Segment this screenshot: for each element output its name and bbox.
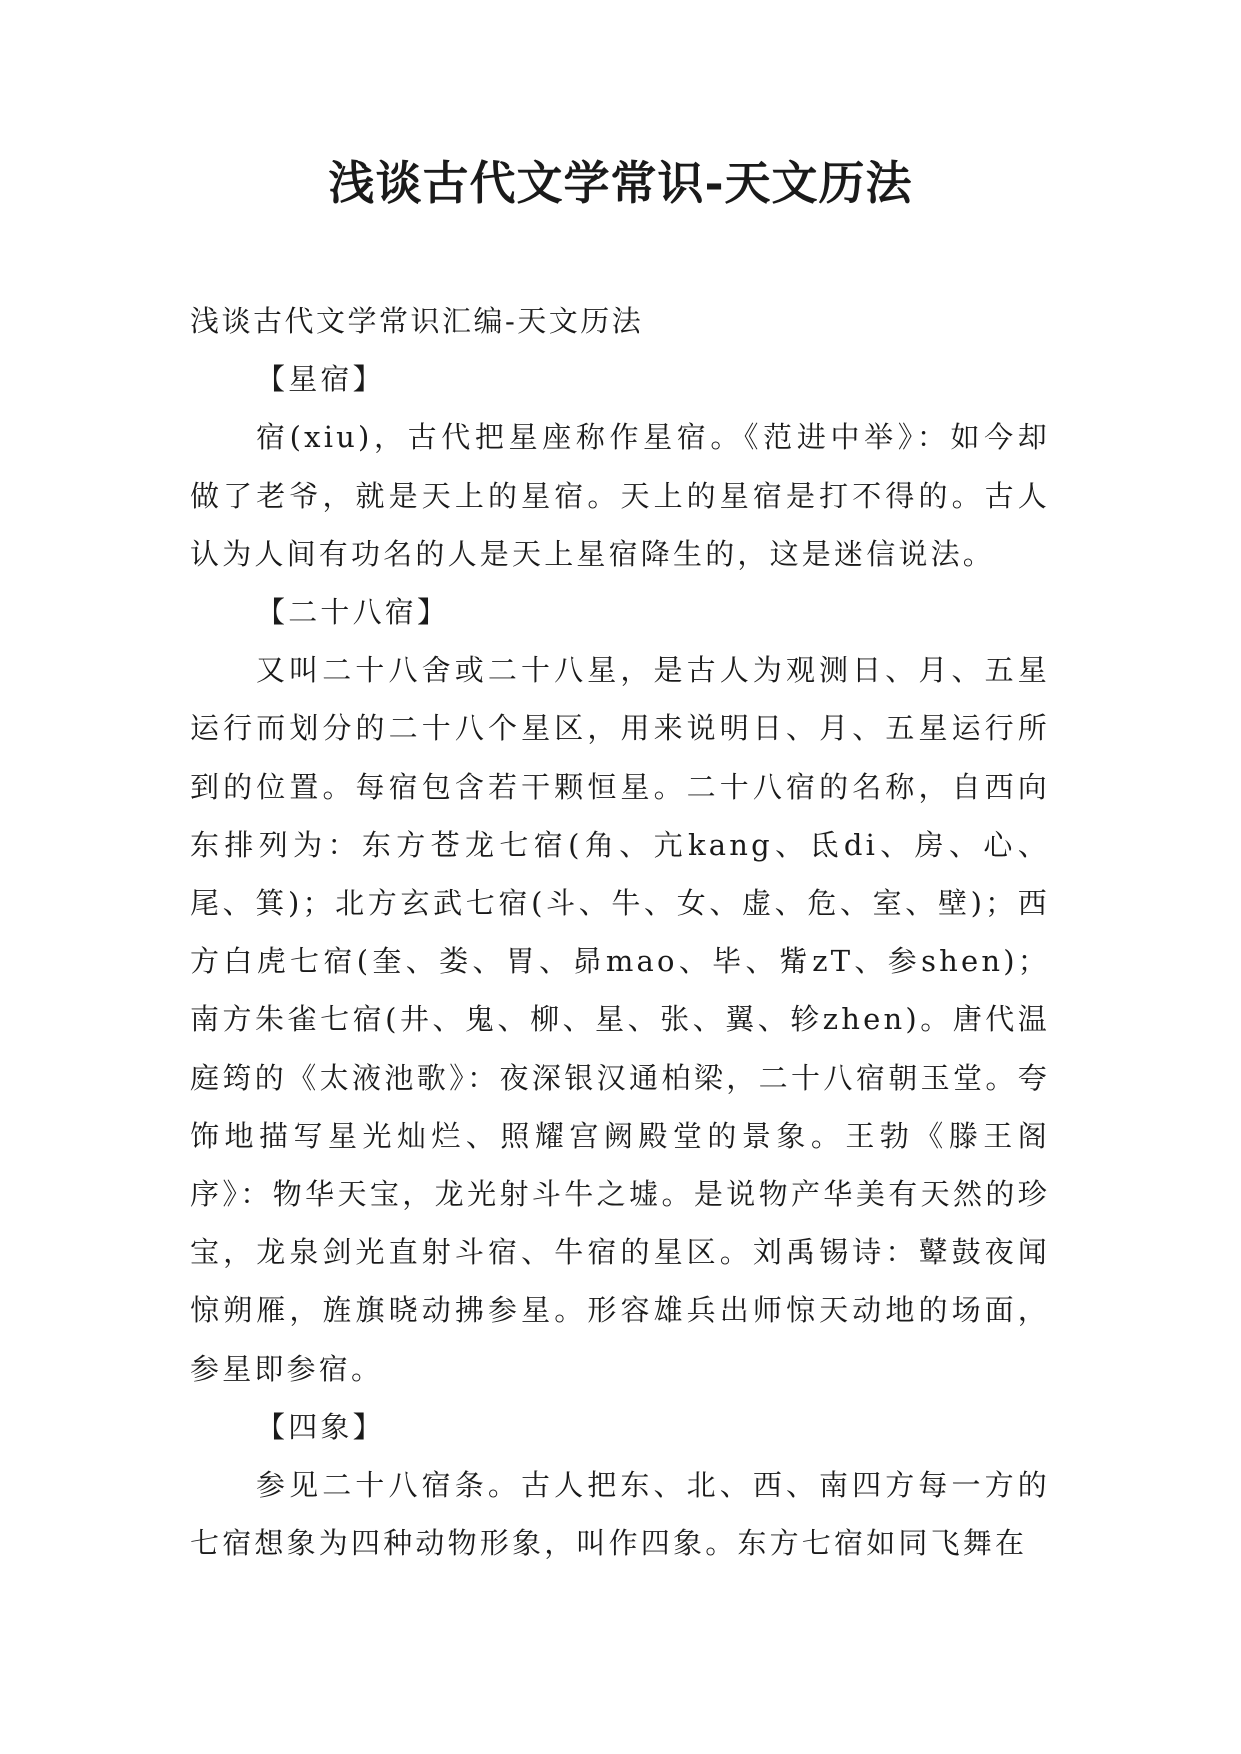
document-title: 浅谈古代文学常识-天文历法 xyxy=(328,156,913,210)
section-heading-ershibaxiu: 【二十八宿】 xyxy=(256,595,450,630)
section-heading-sixiang: 【四象】 xyxy=(256,1409,385,1444)
section-body-xingxiu: 宿(xiu)，古代把星座称作星宿。《范进中举》：如今却做了老爷，就是天上的星宿。天上的星宿是打不得的。古人认为人间有功名的人是天上星宿降生的，这是迷信说法。 xyxy=(190,420,1050,571)
section-body-sixiang: 参见二十八宿条。古人把东、北、西、南四方每一方的七宿想象为四种动物形象，叫作四象。东方七宿如同飞舞在 xyxy=(190,1468,1050,1561)
section-body-ershibaxiu: 又叫二十八舍或二十八星，是古人为观测日、月、五星运行而划分的二十八个星区，用来说明日、月、五星运行所到的位置。每宿包含若干颗恒星。二十八宿的名称，自西向东排列为：东方苍龙七宿(角、亢kang、氐di、房、心、尾、箕)；北方玄武七宿(斗、牛、女、虚、危、室、壁)；西方白虎七宿(奎、娄、胃、昴mao、毕、觜zT、参shen)；南方朱雀七宿(井、鬼、柳、星、张、翼、轸zhen)。唐代温庭筠的《太液池歌》：夜深银汉通柏梁，二十八宿朝玉堂。夸饰地描写星光灿烂、照耀宫阙殿堂的景象。王勃《滕王阁序》：物华天宝，龙光射斗牛之墟。是说物产华美有天然的珍宝，龙泉剑光直射斗宿、牛宿的星区。刘禹锡诗：鼙鼓夜闻惊朔雁，旌旗晓动拂参星。形容雄兵出师惊天动地的场面，参星即参宿。 xyxy=(190,653,1050,1386)
document-body xyxy=(190,292,1050,1572)
section-heading-xingxiu: 【星宿】 xyxy=(256,362,385,397)
document-subtitle: 浅谈古代文学常识汇编-天文历法 xyxy=(190,304,644,338)
